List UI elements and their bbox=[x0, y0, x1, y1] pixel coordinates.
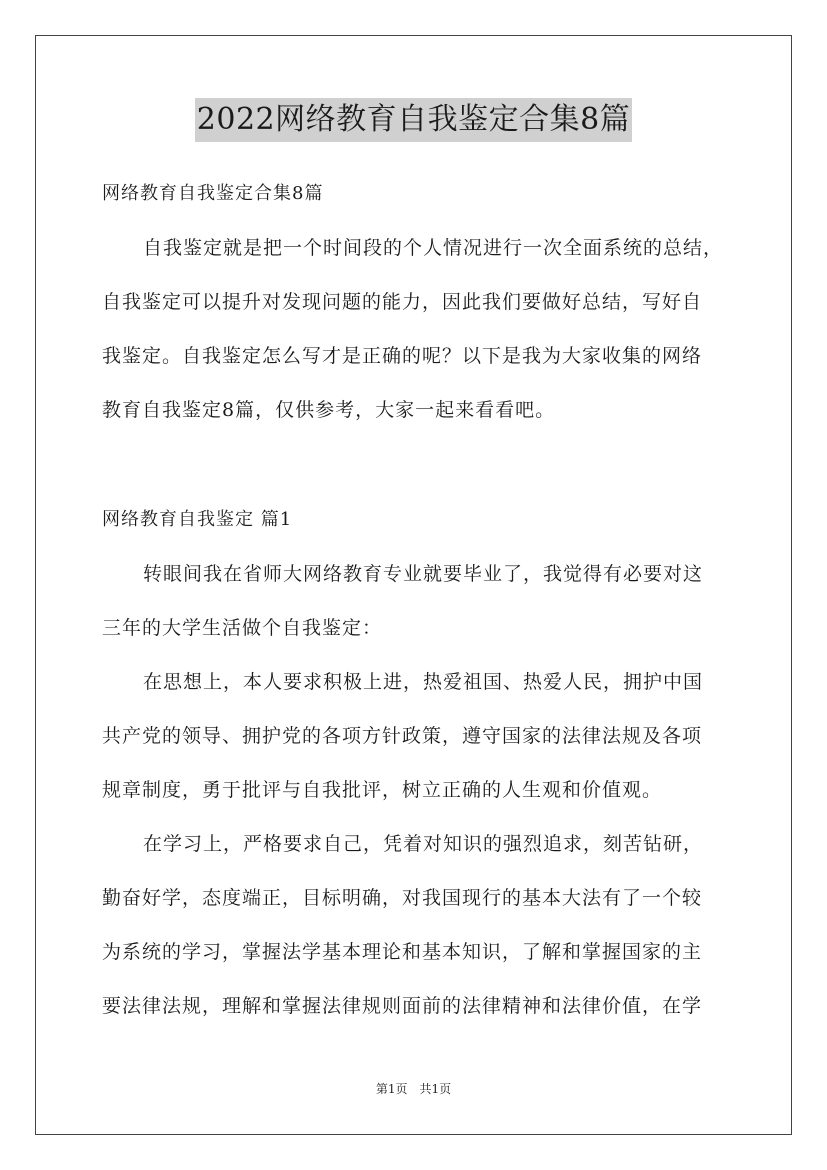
paragraph-line: 教育自我鉴定8篇，仅供参考，大家一起来看看吧。 bbox=[102, 399, 556, 421]
section-heading: 网络教育自我鉴定 篇1 bbox=[102, 509, 293, 530]
paragraph-line: 我鉴定。自我鉴定怎么写才是正确的呢？以下是我为大家收集的网络 bbox=[102, 345, 703, 367]
paragraph-line: 在学习上，严格要求自己，凭着对知识的强烈追求，刻苦钻研， bbox=[143, 833, 704, 855]
paragraph-line: 勤奋好学，态度端正，目标明确，对我国现行的基本大法有了一个较 bbox=[102, 887, 703, 909]
paragraph-line: 转眼间我在省师大网络教育专业就要毕业了，我觉得有必要对这 bbox=[143, 563, 704, 585]
paragraph-line: 自我鉴定就是把一个时间段的个人情况进行一次全面系统的总结， bbox=[143, 237, 724, 259]
paragraph-line: 规章制度，勇于批评与自我批评，树立正确的人生观和价值观。 bbox=[102, 779, 663, 801]
paragraph-line: 为系统的学习，掌握法学基本理论和基本知识，了解和掌握国家的主 bbox=[102, 941, 703, 963]
title-container bbox=[0, 98, 827, 142]
document-title: 2022网络教育自我鉴定合集8篇 bbox=[195, 98, 632, 142]
paragraph-line: 自我鉴定可以提升对发现问题的能力，因此我们要做好总结，写好自 bbox=[102, 291, 703, 313]
paragraph-line: 三年的大学生活做个自我鉴定： bbox=[102, 617, 383, 639]
paragraph-line: 在思想上，本人要求积极上进，热爱祖国、热爱人民，拥护中国 bbox=[143, 671, 704, 693]
page-footer: 第1页 共1页 bbox=[375, 1082, 452, 1096]
paragraph-line: 要法律法规，理解和掌握法律规则面前的法律精神和法律价值，在学 bbox=[102, 995, 703, 1017]
paragraph-line: 共产党的领导、拥护党的各项方针政策，遵守国家的法律法规及各项 bbox=[102, 725, 703, 747]
subtitle-line: 网络教育自我鉴定合集8篇 bbox=[102, 183, 324, 204]
